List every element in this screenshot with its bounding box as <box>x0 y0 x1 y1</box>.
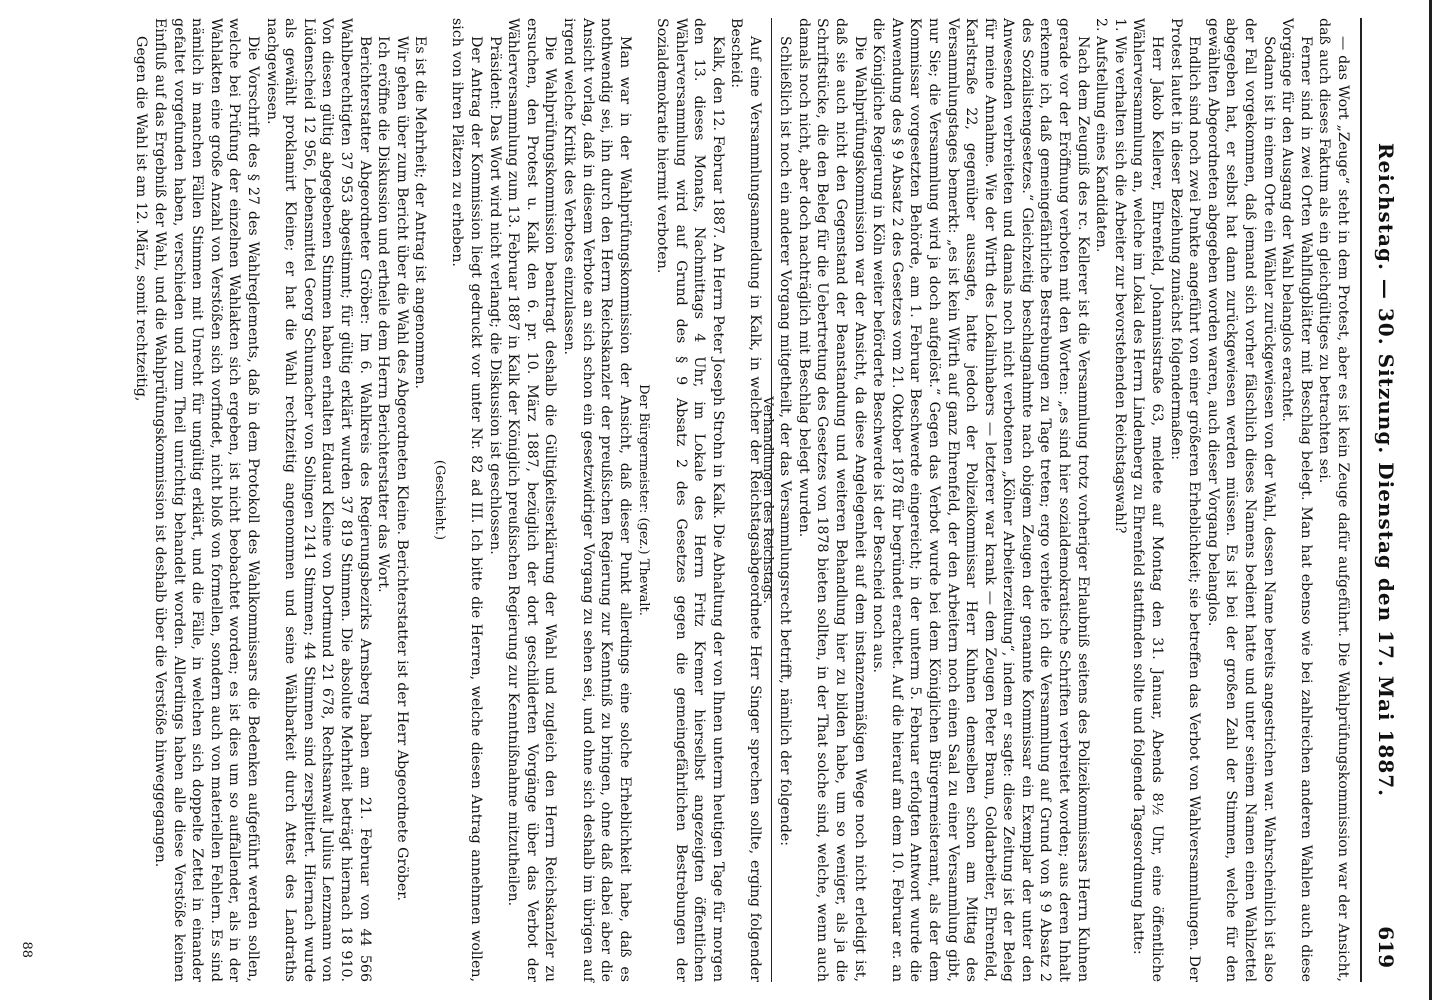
paragraph: — das Wort „Zeuge“ steht in dem Protest, aber es ist kein Zeuge dafür aufgeführt. Die Wahlprüfungskommission war der Ansicht, daß auch dieses Faktum als ein gleichgültiges zu betrachten sei. <box>1316 18 1351 982</box>
header-rule <box>1360 18 1362 982</box>
paragraph: Wir gehen über zum Bericht über die Wahl des Abgeordneten Kleine. Berichterstatter ist der Herr Abgeordnete Gröber. <box>393 36 410 902</box>
publication-footer: Verhandlungen des Reichstags. <box>759 396 775 604</box>
bottom-page-number: 88 <box>19 941 34 958</box>
paragraph: Es ist die Mehrheit; der Antrag ist angenommen. <box>412 36 429 390</box>
paragraph: Ich eröffne die Diskussion und ertheile dem Herrn Berichterstatter das Wort. <box>375 36 392 593</box>
paragraph: Herr Jakob Kellerer, Ehrenfeld, Johannisstraße 63, meldete auf Montag den 31. Januar, Abends 8½ Uhr, eine öffentliche Wählerversammlung an, welche im Lokal des Herrn Lindenberg zu Ehrenfeld stattfinden sollte und folgende Tagesordnung hatte: <box>1130 18 1166 982</box>
text-column-right <box>52 18 764 982</box>
paragraph: Man war in der Wahlprüfungskommission der Ansicht, daß dieser Punkt allerdings eine solche Erheblichkeit habe, daß es nothwendig sei, ihn durch den Herrn Reichskanzler der preußischen Regierung zur Kenntniß zu bringen, ohne daß dabei aber die Ansicht vorlag, daß in diesem Verbote an sich schon ein gesetzwidriger Vorgang zu sehen sei, und ohne sich deshalb im übrigen auf irgend welche Kritik des Verbotes einzulassen. <box>561 18 633 982</box>
paragraph: Präsident: Das Wort wird nicht verlangt; die Diskussion ist geschlossen. <box>486 36 503 555</box>
column-divider <box>771 18 772 982</box>
running-title: Reichstag. — 30. Sitzung. Dienstag den 17. Mai 1887. <box>1374 142 1398 798</box>
paragraph: Kalk, den 12. Februar 1887. An Herrn Peter Joseph Strohn in Kalk. Die Abhaltung der von Ihnen unterm heutigen Tage für morgen den 13. dieses Monats, Nachmittags 4 Uhr, im Lokale des Herrn Fritz Kremer hierselbst angezeigten öffentlichen Wählerversammlung wird auf Grund des § 9 Absatz 2 des Gesetzes gegen die gemeingefährlichen Bestrebungen der Sozialdemokratie hiermit verboten. <box>654 18 726 982</box>
paragraph: Endlich sind noch zwei Punkte angeführt von einer größeren Erheblichkeit; sie betreffen das Verbot von Wahlversammlungen. Der Protest lautet in dieser Beziehung zunächst folgendermaßen: <box>1167 18 1203 982</box>
paragraph: Der Antrag der Kommission liegt gedruckt vor unter Nr. 82 ad III. Ich bitte die Herren, welche diesen Antrag annehmen wollen, sich von ihren Plätzen zu erheben. <box>449 18 485 982</box>
paragraph: Auf eine Versammlungsanmeldung in Kalk, in welcher der Reichstagsabgeordnete Herr Singer sprechen sollte, erging folgender Bescheid: <box>728 18 763 982</box>
text-column-left <box>759 18 1352 982</box>
page-number: 619 <box>1374 926 1398 968</box>
paragraph: Die Wahlprüfungskommission beantragt deshalb die Gültigkeitserklärung der Wahl und zugleich den Herrn Reichskanzler zu ersuchen, den Protest u. Kalk den 6. pr. 10. März 1887, bezüglich der dort geschilderten Vorgänge über das Verbot der Wählerversammlung zum 13. Februar 1887 in Kalk der Königlich preußischen Regierung zur Kenntnißnahme mitzutheilen. <box>505 18 559 982</box>
paragraph: Die Wahlprüfungskommission war der Ansicht, da diese Angelegenheit auf dem instanzenmäßigen Wege noch nicht erledigt ist, daß sie auch nicht den Gegenstand der Beanstandung und weiteren Behandlung hier zu bilden habe, um so weniger, als ja die Schriftstücke, die den Beleg für die Uebertretung des Gesetzes von 1878 bieten sollten, in der That solche sind, welche, wenn auch damals noch nicht, aber doch nachträglich mit Beschlag belegt wurden. <box>795 18 868 982</box>
paragraph: Die Vorschrift des § 27 des Wahlreglements, daß in dem Protokoll des Wahlkommissars die Bedenken aufgeführt werden sollen, welche bei Prüfung der einzelnen Wahlakten sich ergeben, ist nicht beobachtet worden; es ist dies um so auffallender, als in der Wahlakten eine große Anzahl von Verstößen sich vorfindet, nicht bloß von formellen, sondern auch von materiellen Fehlern. Es sind nämlich in manchen Fällen Stimmen mit Unrecht für ungültig erklärt, und die Fälle, in welchen sich doppelte Zettel in einander gefaltet vorgefunden haben, verschieden und zum Theil unrichtig behandelt worden. Allerdings haben alle diese Verstöße keinen Einfluß auf das Ergebniß der Wahl, und die Wahlprüfungskommission ist deshalb über die Verstöße hinweggegangen. <box>152 18 261 982</box>
paragraph: Sodann ist in einem Orte ein Wähler zurückgewiesen von der Wahl, dessen Name bereits angestrichen war. Wahrscheinlich ist also der Fall vorgekommen, daß jemand sich vorher fälschlich dieses Namens bedient hatte und unter seinem Namen einen Wahlzettel abgegeben hat, er selbst hat dann zurückgewiesen werden müssen. Es ist bei der großen Zahl der Stimmen, welche für den gewählten Abgeordneten abgegeben worden waren, auch dieser Vorgang belanglos. <box>1204 18 1277 982</box>
agenda-item: 2. Aufstellung eines Kandidaten. <box>1093 18 1110 253</box>
paragraph: Gegen die Wahl ist am 12. März, somit rechtzeitig, <box>133 36 150 402</box>
stage-direction: (Geschieht.) <box>431 459 447 541</box>
paragraph: Ferner sind in zwei Orten Wahlflugblätter mit Beschlag belegt. Man hat ebenso wie bei zahlreichen anderen Wahlen auch diese Vorgänge für den Ausgang der Wahl belanglos erachtet. <box>1279 18 1314 982</box>
paragraph: Berichterstatter Abgeordneter Gröber: Im 6. Wahlkreis des Regierungsbezirks Arnsberg haben am 21. Februar von 44 566 Wahlberechtigten 37 953 abgestimmt; für gültig erklärt wurden 37 819 Stimmen. Die absolute Mehrheit beträgt hiernach 18 910. Von diesen gültig abgegebenen Stimmen haben erhalten Eduard Kleine von Dortmund 21 678, Rechtsanwalt Julius Lenzmann von Lüdenscheid 12 956, Lebensmittel Georg Schumacher von Solingen 2141 Stimmen; 44 Stimmen sind zersplittert. Hiernach wurde als gewählt proklamirt Kleine; er hat die Wahl rechtzeitig angenommen und seine Wählbarkeit durch Attest des Landraths nachgewiesen. <box>263 18 373 982</box>
signature-line: Der Bürgermeister: (gez.) Thewalt. <box>636 384 652 616</box>
paragraph: Schließlich ist noch ein anderer Vorgang mitgetheilt, der das Versammlungsrecht betrifft, nämlich der folgende: <box>777 36 794 847</box>
paragraph: Nach dem Zeugniß des rc. Kellerer ist die Versammlung trotz vorheriger Erlaubniß seitens des Polizeikommissars Herrn Kuhnen gerade vor der Eröffnung verboten mit den Worten: „es sind hier sozialdemokratische Schriften verbreitet worden; aus deren Inhalt erkenne ich, daß gemeingefährliche Bestrebungen zu Tage treten; ergo verbiete ich die Versammlung auf Grund von § 9 Absatz 2 des Sozialistengesetzes.“ Gleichzeitig beschlagnahmte nach obigem Zeugen der genannte Kommissar ein Exemplar der unter den Anwesenden verbreiteten und damals noch nicht verbotenen „Kölner Arbeiterzeitung“, indem er sagte: diese Zeitung ist der Beleg für meine Annahme. Wie der Wirth des Lokalinhabers — letzterer war krank — dem Zeugen Peter Braun, Goldarbeiter, Ehrenfeld, Karlstraße 22, gegenüber aussagte, hatte jedoch der Polizeikommissar Herr Kuhnen demselben schon am Mittag des Versammlungstages bemerkt: „es ist kein Wirth auf ganz Ehrenfeld, der den Arbeitern noch einen Saal zu einer Versammlung gibt, nur Sie; die Versammlung wird ja doch aufgelöst.“ Gegen das Verbot wurde bei dem Königlichen Bürgermeisteramt, als der dem Kommissar vorgesetzten Behörde, am 1. Februar Beschwerde eingereicht; in der unterm 5. Februar erfolgten Antwort wurde die Anwendung des § 9 Absatz 2 des Gesetzes vom 21. Oktober 1878 für begründet erachtet. Auf die hierauf am dem 10. Februar er. an die Königliche Regierung in Köln weiter beförderte Beschwerde ist der Bescheid noch aus. <box>870 18 1091 982</box>
page-header <box>1362 32 1412 968</box>
agenda-item: 1. Wie verhalten sich die Arbeiter zur bevorstehenden Reichstagswahl? <box>1111 18 1128 534</box>
